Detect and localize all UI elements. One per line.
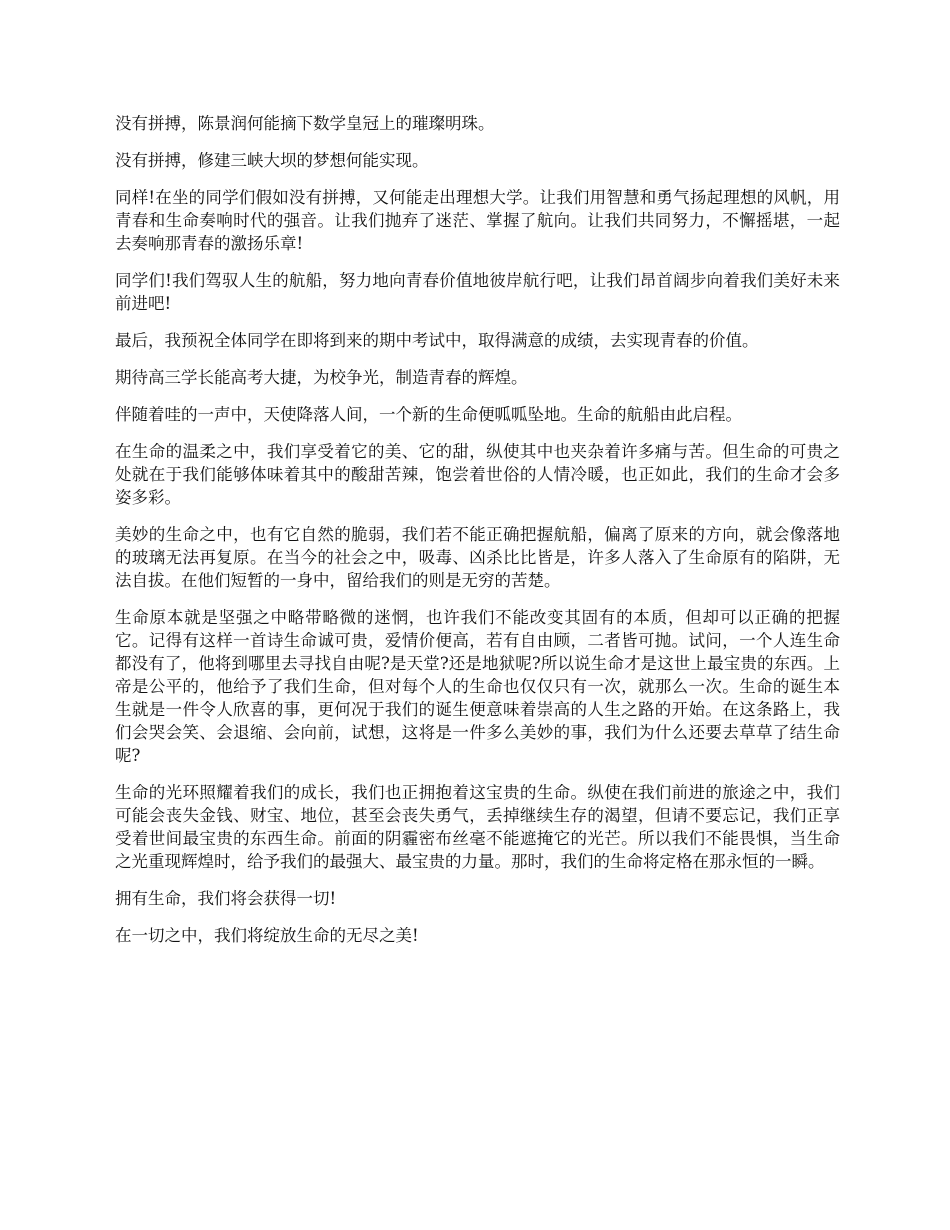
- paragraph: 生命原本就是坚强之中略带略微的迷惘，也许我们不能改变其固有的本质，但却可以正确的把握它。记得有这样一首诗生命诚可贵，爱情价便高，若有自由顾，二者皆可抛。试问，一个人连生命都没有了，他将到哪里去寻找自由呢?是天堂?还是地狱呢?所以说生命才是这世上最宝贵的东西。上帝是公平的，他给予了我们生命，但对每个人的生命也仅仅只有一次，就那么一次。生命的诞生本生就是一件令人欣喜的事，更何况于我们的诞生便意味着崇高的人生之路的开始。在这条路上，我们会哭会笑、会退缩、会向前，试想，这将是一件多么美妙的事，我们为什么还要去草草了结生命呢?: [115, 608, 840, 765]
- paragraph: 没有拼搏，修建三峡大坝的梦想何能实现。: [115, 151, 429, 170]
- paragraph: 生命的光环照耀着我们的成长，我们也正拥抱着这宝贵的生命。纵使在我们前进的旅途之中，我们可能会丧失金钱、财宝、地位，甚至会丧失勇气，丢掉继续生存的渴望，但请不要忘记，我们正享受着世间最宝贵的东西生命。前面的阴霾密布丝毫不能遮掩它的光芒。所以我们不能畏惧，当生命之光重现辉煌时，给予我们的最强大、最宝贵的力量。那时，我们的生命将定格在那永恒的一瞬。: [115, 783, 840, 871]
- paragraph: 最后，我预祝全体同学在即将到来的期中考试中，取得满意的成绩，去实现青春的价值。: [115, 331, 759, 350]
- paragraph: 同学们!我们驾驭人生的航船，努力地向青春价值地彼岸航行吧，让我们昂首阔步向着我们美好未来前进吧!: [115, 271, 840, 313]
- paragraph: 伴随着哇的一声中，天使降落人间，一个新的生命便呱呱坠地。生命的航船由此启程。: [115, 405, 742, 424]
- document-body: [115, 112, 840, 961]
- paragraph: 拥有生命，我们将会获得一切!: [115, 889, 337, 908]
- paragraph: 期待高三学长能高考大捷，为校争光，制造青春的辉煌。: [115, 368, 528, 387]
- paragraph: 在一切之中，我们将绽放生命的无尽之美!: [115, 926, 419, 945]
- paragraph: 没有拼搏，陈景润何能摘下数学皇冠上的璀璨明珠。: [115, 114, 495, 133]
- paragraph: 美妙的生命之中，也有它自然的脆弱，我们若不能正确把握航船，偏离了原来的方向，就会像落地的玻璃无法再复原。在当今的社会之中，吸毒、凶杀比比皆是，许多人落入了生命原有的陷阱，无法自拔。在他们短暂的一身中，留给我们的则是无穷的苦楚。: [115, 525, 840, 590]
- paragraph: 在生命的温柔之中，我们享受着它的美、它的甜，纵使其中也夹杂着许多痛与苦。但生命的可贵之处就在于我们能够体味着其中的酸甜苦辣，饱尝着世俗的人情冷暖，也正如此，我们的生命才会多姿多彩。: [115, 442, 840, 507]
- paragraph: 同样!在坐的同学们假如没有拼搏，又何能走出理想大学。让我们用智慧和勇气扬起理想的风帆，用青春和生命奏响时代的强音。让我们抛弃了迷茫、掌握了航向。让我们共同努力，不懈摇堪，一起去奏响那青春的激扬乐章!: [115, 188, 840, 253]
